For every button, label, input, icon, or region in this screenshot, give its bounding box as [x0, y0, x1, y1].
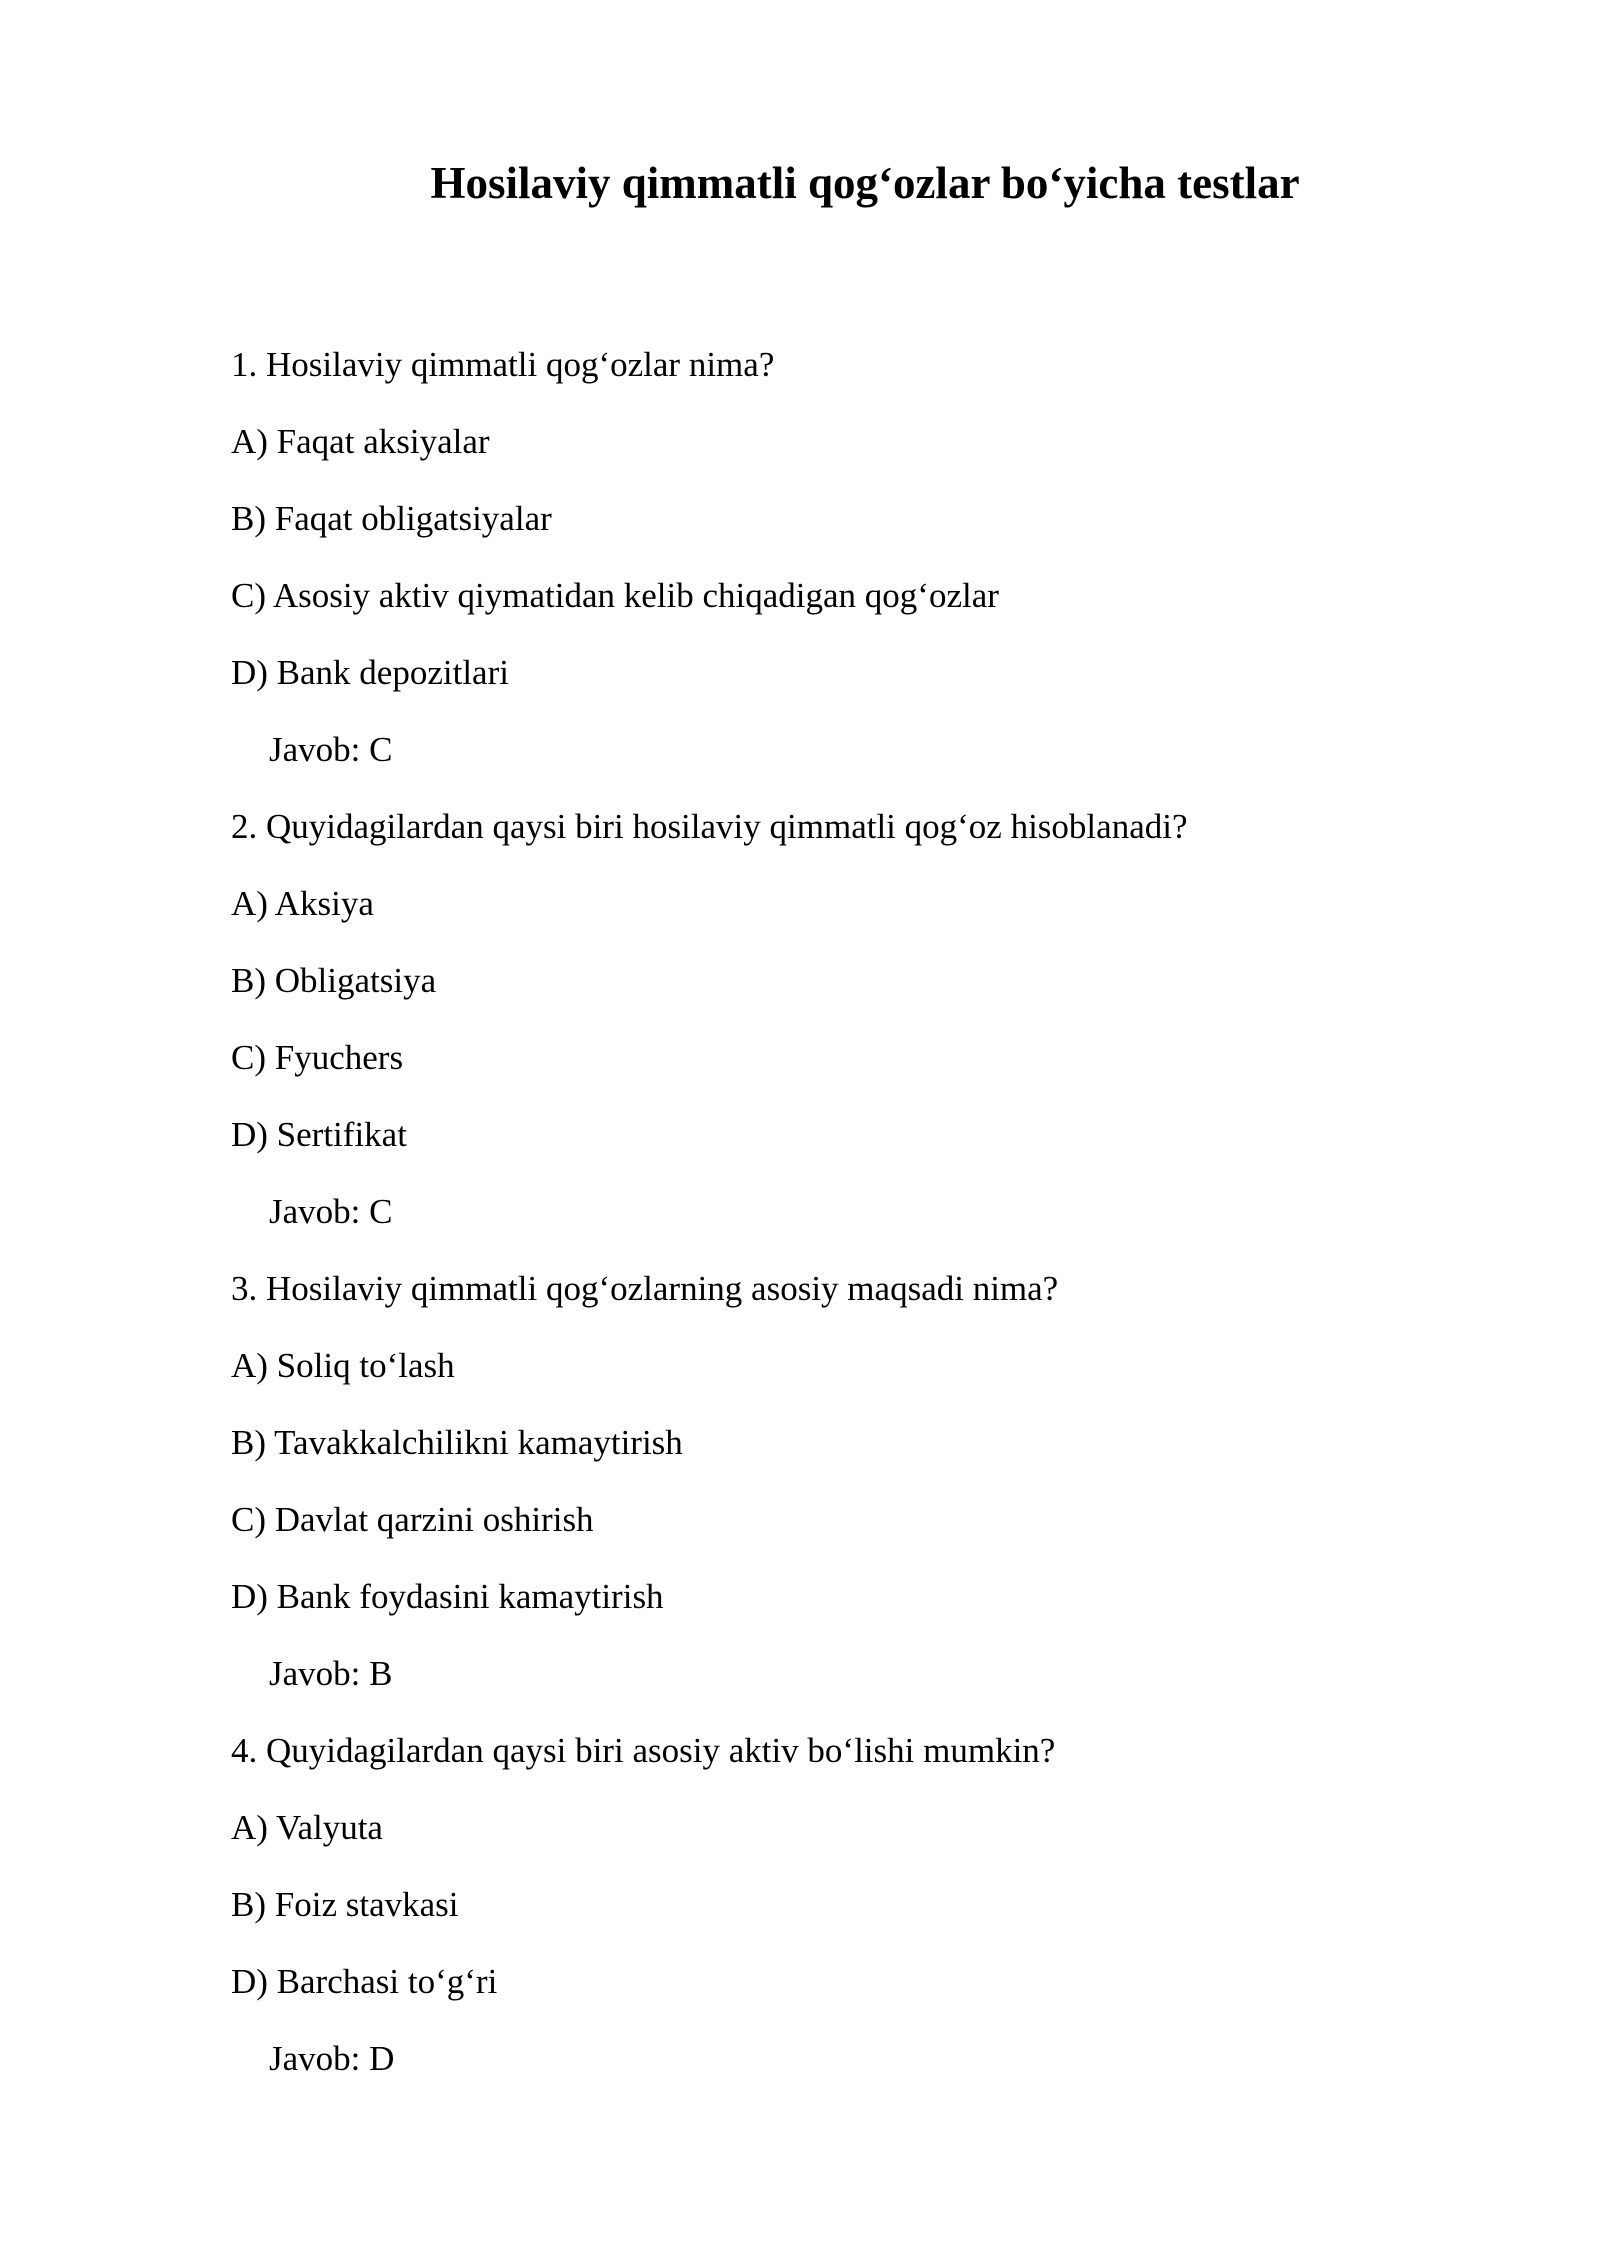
question-text: 2. Quyidagilardan qaysi biri hosilaviy qimmatli qog‘oz hisoblanadi?: [231, 807, 1188, 846]
option-c: C) Asosiy aktiv qiymatidan kelib chiqadigan qog‘ozlar: [231, 576, 999, 615]
question-2: [231, 788, 1431, 1250]
question-1: [231, 326, 1431, 788]
option-b: B) Faqat obligatsiyalar: [231, 499, 552, 538]
option-c: C) Davlat qarzini oshirish: [231, 1500, 594, 1539]
option-d: D) Sertifikat: [231, 1115, 407, 1154]
option-d: D) Barchasi to‘g‘ri: [231, 1962, 498, 2001]
question-text: 1. Hosilaviy qimmatli qog‘ozlar nima?: [231, 345, 775, 384]
answer-text: Javob: C: [269, 1192, 393, 1231]
question-3: [231, 1250, 1431, 1712]
answer-text: Javob: C: [269, 730, 393, 769]
option-a: A) Valyuta: [231, 1808, 383, 1847]
option-c: C) Fyuchers: [231, 1038, 404, 1077]
option-b: B) Foiz stavkasi: [231, 1885, 459, 1924]
question-4: [231, 1712, 1431, 2097]
option-a: A) Aksiya: [231, 884, 374, 923]
option-b: B) Tavakkalchilikni kamaytirish: [231, 1423, 683, 1462]
option-a: A) Soliq to‘lash: [231, 1346, 455, 1385]
question-text: 4. Quyidagilardan qaysi biri asosiy aktiv bo‘lishi mumkin?: [231, 1731, 1056, 1770]
question-text: 3. Hosilaviy qimmatli qog‘ozlarning asosiy maqsadi nima?: [231, 1269, 1059, 1308]
option-d: D) Bank foydasini kamaytirish: [231, 1577, 664, 1616]
answer-text: Javob: D: [269, 2039, 395, 2078]
question-list: [231, 326, 1431, 2097]
option-b: B) Obligatsiya: [231, 961, 437, 1000]
document-title: Hosilaviy qimmatli qog‘ozlar bo‘yicha testlar: [430, 158, 1300, 208]
answer-text: Javob: B: [269, 1654, 393, 1693]
option-d: D) Bank depozitlari: [231, 653, 509, 692]
option-a: A) Faqat aksiyalar: [231, 422, 490, 461]
